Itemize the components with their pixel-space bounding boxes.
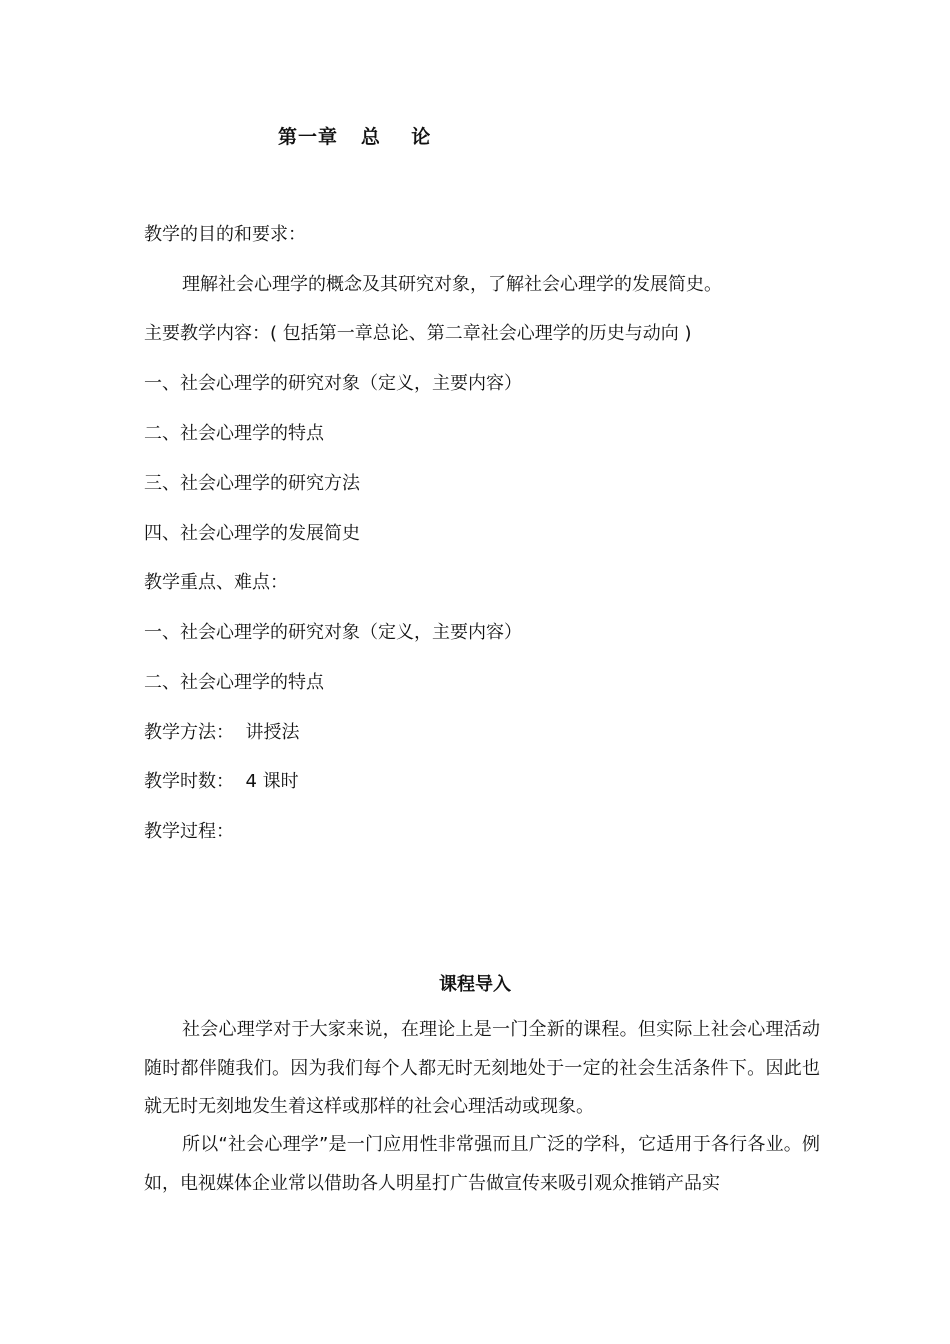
intro-paragraph: 社会心理学对于大家来说，在理论上是一门全新的课程。但实际上社会心理活动随时都伴随我们。因为我们每个人都无时无刻地处于一定的社会生活条件下。因此也就无时无刻地发生着这样或那样的社会心理活动或现象。 [144, 1019, 820, 1117]
objectives-heading: 教学的目的和要求： [144, 224, 306, 245]
main-content-item: 二、社会心理学的特点 [144, 423, 324, 444]
main-content-item: 四、社会心理学的发展简史 [144, 523, 360, 544]
teaching-method: 教学方法： 讲授法 [144, 722, 300, 743]
objectives-text: 理解社会心理学的概念及其研究对象，了解社会心理学的发展简史。 [182, 274, 722, 295]
intro-paragraph: 所以“社会心理学”是一门应用性非常强而且广泛的学科，它适用于各行各业。例如，电视媒体企业常以借助各人明星打广告做宣传来吸引观众推销产品实 [144, 1134, 820, 1194]
chapter-title: 第一章 总 论 [278, 126, 432, 148]
teaching-process: 教学过程： [144, 821, 234, 842]
main-content-item: 一、社会心理学的研究对象（定义，主要内容） [144, 373, 522, 394]
key-points-heading: 教学重点、难点： [144, 572, 288, 593]
main-content-item: 三、社会心理学的研究方法 [144, 473, 360, 494]
intro-title: 课程导入 [439, 974, 511, 995]
key-points-item: 二、社会心理学的特点 [144, 672, 324, 693]
main-content-heading: 主要教学内容：( 包括第一章总论、第二章社会心理学的历史与动向 ) [144, 323, 692, 344]
key-points-item: 一、社会心理学的研究对象（定义，主要内容） [144, 622, 522, 643]
teaching-hours: 教学时数： 4 课时 [144, 771, 299, 792]
